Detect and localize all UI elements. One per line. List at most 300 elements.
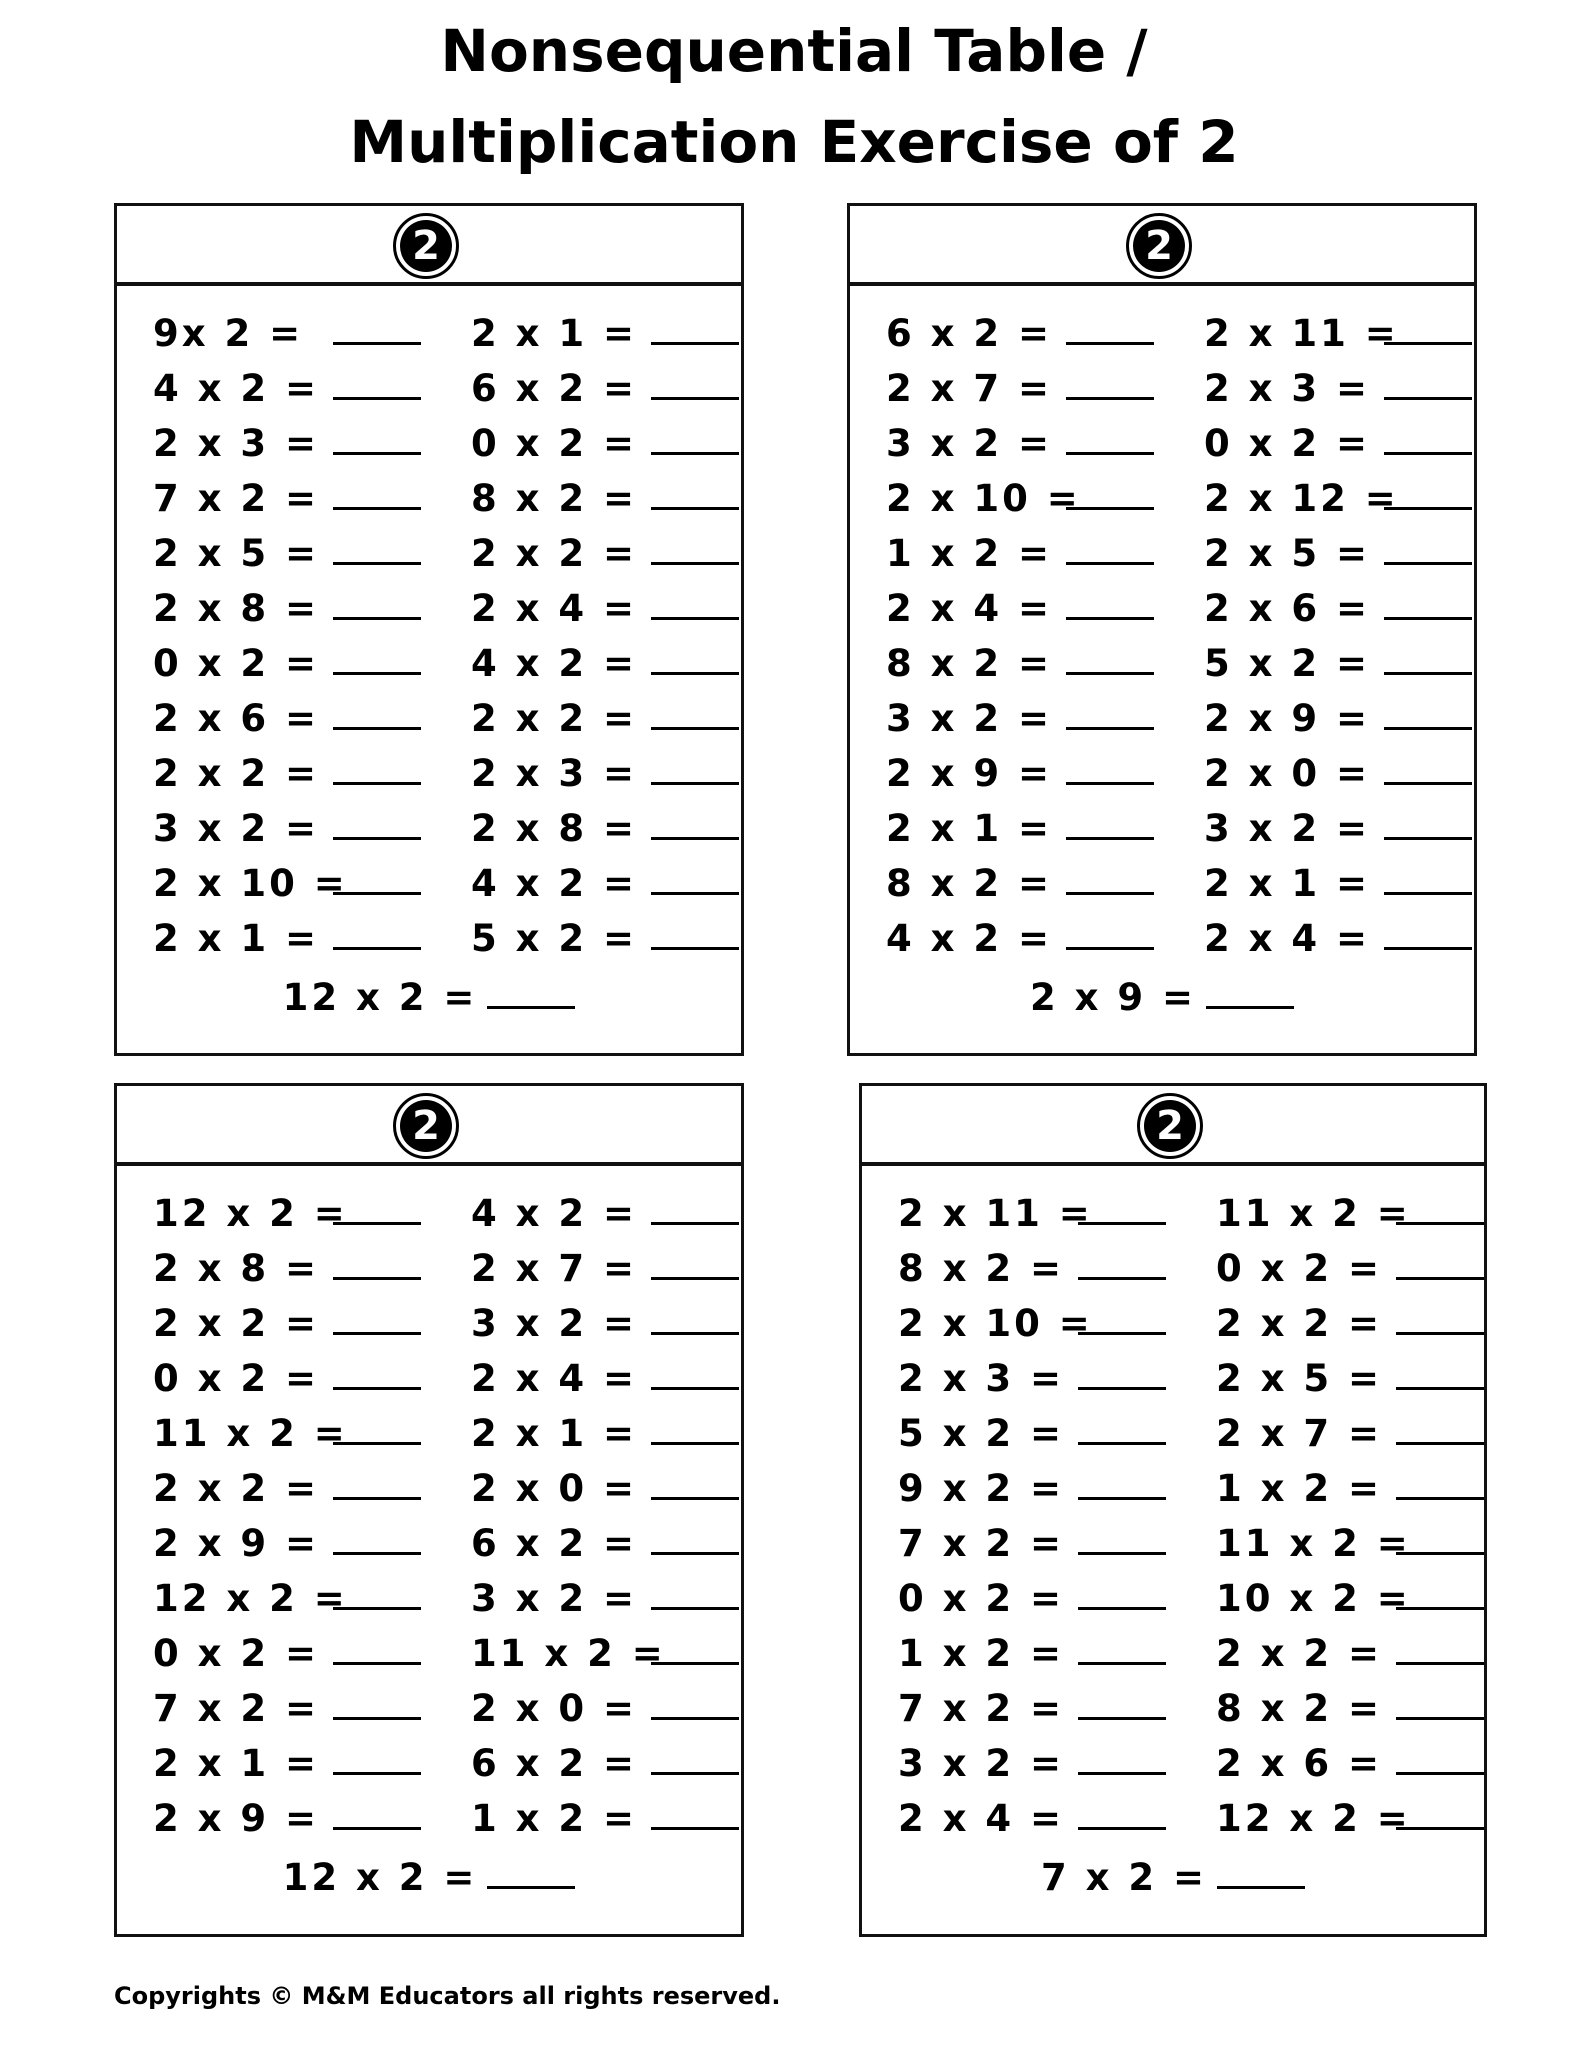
problem-row (1216, 1516, 1484, 1571)
multiplication-expression: 4 x 2 = (471, 862, 638, 905)
multiplication-expression: 6 x 2 = (471, 367, 638, 410)
multiplication-expression: 2 x 3 = (1204, 367, 1371, 410)
answer-blank[interactable] (1384, 562, 1472, 565)
problem-row (1216, 1351, 1484, 1406)
problem-row (1204, 636, 1472, 691)
answer-blank[interactable] (651, 1222, 739, 1225)
problem-row (153, 1406, 421, 1461)
multiplication-expression: 2 x 2 = (153, 752, 320, 795)
problem-row (898, 1736, 1166, 1791)
problem-row (471, 1241, 739, 1296)
answer-blank[interactable] (1066, 727, 1154, 730)
answer-blank[interactable] (1078, 1497, 1166, 1500)
problem-row (886, 801, 1154, 856)
multiplication-expression: 2 x 2 = (471, 697, 638, 740)
multiplication-expression: 2 x 4 = (886, 587, 1053, 630)
problem-column-left (153, 1186, 421, 1846)
problem-row (1204, 801, 1472, 856)
answer-blank[interactable] (1396, 1827, 1484, 1830)
answer-blank[interactable] (333, 837, 421, 840)
answer-blank[interactable] (1396, 1552, 1484, 1555)
multiplication-expression: 2 x 2 = (153, 1467, 320, 1510)
multiplication-expression: 2 x 1 = (153, 1742, 320, 1785)
answer-blank[interactable] (1078, 1772, 1166, 1775)
multiplication-expression: 2 x 0 = (1204, 752, 1371, 795)
answer-blank[interactable] (651, 1717, 739, 1720)
multiplication-expression: 12 x 2 = (282, 976, 478, 1019)
multiplication-expression: 12 x 2 = (153, 1192, 348, 1235)
answer-blank[interactable] (651, 782, 739, 785)
problem-row (153, 361, 421, 416)
answer-blank[interactable] (651, 397, 739, 400)
problem-row (153, 1461, 421, 1516)
answer-blank[interactable] (1078, 1552, 1166, 1555)
multiplication-expression: 0 x 2 = (1204, 422, 1371, 465)
number-badge (1126, 213, 1192, 279)
multiplication-expression: 0 x 2 = (898, 1577, 1065, 1620)
problem-column-left (898, 1186, 1166, 1846)
answer-blank[interactable] (333, 1607, 421, 1610)
answer-blank[interactable] (1066, 672, 1154, 675)
problem-column-right (471, 306, 739, 966)
badge-number: 2 (1133, 220, 1185, 272)
problem-row (471, 526, 739, 581)
problem-row (153, 856, 421, 911)
exercise-box-top-left (114, 203, 744, 1056)
answer-blank[interactable] (651, 452, 739, 455)
multiplication-expression: 2 x 3 = (471, 752, 638, 795)
answer-blank[interactable] (1384, 617, 1472, 620)
multiplication-expression: 2 x 5 = (1204, 532, 1371, 575)
problem-row (1216, 1406, 1484, 1461)
multiplication-expression: 8 x 2 = (886, 642, 1053, 685)
problem-row (1204, 691, 1472, 746)
problem-row (898, 1461, 1166, 1516)
multiplication-expression: 12 x 2 = (153, 1577, 348, 1620)
answer-blank[interactable] (1066, 397, 1154, 400)
answer-blank[interactable] (333, 342, 421, 345)
multiplication-expression: 2 x 10 = (153, 862, 348, 905)
exercise-box-bottom-right (859, 1083, 1487, 1937)
multiplication-expression: 3 x 2 = (886, 422, 1053, 465)
answer-blank[interactable] (1078, 1277, 1166, 1280)
answer-blank[interactable] (1396, 1772, 1484, 1775)
problem-row (153, 801, 421, 856)
multiplication-expression: 7 x 2 = (1040, 1856, 1207, 1899)
answer-blank[interactable] (1217, 1886, 1305, 1889)
answer-blank[interactable] (1066, 342, 1154, 345)
multiplication-expression: 9 x 2 = (898, 1467, 1065, 1510)
multiplication-expression: 2 x 8 = (153, 587, 320, 630)
problem-row (153, 1571, 421, 1626)
answer-blank[interactable] (1384, 892, 1472, 895)
answer-blank[interactable] (333, 1332, 421, 1335)
multiplication-expression: 3 x 2 = (471, 1302, 638, 1345)
multiplication-expression: 2 x 6 = (153, 697, 320, 740)
answer-blank[interactable] (333, 1662, 421, 1665)
answer-blank[interactable] (651, 1442, 739, 1445)
answer-blank[interactable] (651, 507, 739, 510)
problem-column-left (153, 306, 421, 966)
badge-number: 2 (1144, 1100, 1196, 1152)
problem-row (153, 1791, 421, 1846)
multiplication-expression: 2 x 12 = (1204, 477, 1399, 520)
problem-row (886, 636, 1154, 691)
answer-blank[interactable] (487, 1886, 575, 1889)
problem-row (153, 1681, 421, 1736)
multiplication-expression: 6 x 2 = (886, 312, 1053, 355)
problem-row (153, 581, 421, 636)
multiplication-expression: 2 x 1 = (471, 1412, 638, 1455)
answer-blank[interactable] (333, 1827, 421, 1830)
answer-blank[interactable] (651, 892, 739, 895)
answer-blank[interactable] (1206, 1006, 1294, 1009)
problem-row (471, 361, 739, 416)
answer-blank[interactable] (1396, 1387, 1484, 1390)
problem-row (898, 1681, 1166, 1736)
multiplication-expression: 2 x 4 = (898, 1797, 1065, 1840)
answer-blank[interactable] (1066, 892, 1154, 895)
problem-row (471, 911, 739, 966)
problem-row (471, 1681, 739, 1736)
problem-row (898, 1241, 1166, 1296)
answer-blank[interactable] (651, 672, 739, 675)
problem-row (153, 526, 421, 581)
problem-row (471, 746, 739, 801)
answer-blank[interactable] (651, 947, 739, 950)
problem-row (898, 1351, 1166, 1406)
multiplication-expression: 2 x 2 = (1216, 1302, 1383, 1345)
answer-blank[interactable] (651, 1607, 739, 1610)
problem-row (886, 526, 1154, 581)
problem-row (471, 1626, 739, 1681)
badge-number: 2 (400, 220, 452, 272)
problem-row (153, 1736, 421, 1791)
problem-row (898, 1626, 1166, 1681)
answer-blank[interactable] (1384, 672, 1472, 675)
worksheet-title-line2: Multiplication Exercise of 2 (349, 108, 1239, 176)
multiplication-expression: 2 x 6 = (1204, 587, 1371, 630)
problem-row (153, 1186, 421, 1241)
answer-blank[interactable] (333, 507, 421, 510)
answer-blank[interactable] (1078, 1607, 1166, 1610)
multiplication-expression: 10 x 2 = (1216, 1577, 1411, 1620)
problem-row (153, 471, 421, 526)
problem-row (153, 636, 421, 691)
multiplication-expression: 2 x 0 = (471, 1467, 638, 1510)
answer-blank[interactable] (1066, 837, 1154, 840)
answer-blank[interactable] (1384, 397, 1472, 400)
answer-blank[interactable] (333, 1497, 421, 1500)
problem-row (1204, 416, 1472, 471)
answer-blank[interactable] (1384, 837, 1472, 840)
problem-row (1204, 306, 1472, 361)
answer-blank[interactable] (333, 1222, 421, 1225)
multiplication-expression: 0 x 2 = (153, 1357, 320, 1400)
problem-row (471, 581, 739, 636)
problem-row (898, 1296, 1166, 1351)
problem-row (1204, 471, 1472, 526)
answer-blank[interactable] (651, 1662, 739, 1665)
problem-row (471, 1791, 739, 1846)
multiplication-expression: 12 x 2 = (282, 1856, 478, 1899)
multiplication-expression: 7 x 2 = (898, 1687, 1065, 1730)
answer-blank[interactable] (1078, 1717, 1166, 1720)
final-problem-row (117, 970, 741, 1025)
multiplication-expression: 11 x 2 = (153, 1412, 348, 1455)
problem-row (471, 1406, 739, 1461)
answer-blank[interactable] (1066, 782, 1154, 785)
exercise-box-top-right (847, 203, 1477, 1056)
multiplication-expression: 7 x 2 = (153, 1687, 320, 1730)
multiplication-expression: 3 x 2 = (1204, 807, 1371, 850)
multiplication-expression: 3 x 2 = (898, 1742, 1065, 1785)
problem-row (886, 746, 1154, 801)
multiplication-expression: 4 x 2 = (153, 367, 320, 410)
multiplication-expression: 3 x 2 = (886, 697, 1053, 740)
multiplication-expression: 3 x 2 = (153, 807, 320, 850)
answer-blank[interactable] (1078, 1332, 1166, 1335)
answer-blank[interactable] (1384, 342, 1472, 345)
problem-row (1204, 526, 1472, 581)
answer-blank[interactable] (1078, 1827, 1166, 1830)
multiplication-expression: 1 x 2 = (1216, 1467, 1383, 1510)
answer-blank[interactable] (333, 1552, 421, 1555)
answer-blank[interactable] (1384, 947, 1472, 950)
answer-blank[interactable] (333, 727, 421, 730)
problem-row (471, 691, 739, 746)
problem-row (1204, 856, 1472, 911)
answer-blank[interactable] (1066, 947, 1154, 950)
problem-row (1216, 1186, 1484, 1241)
multiplication-expression: 0 x 2 = (1216, 1247, 1383, 1290)
exercise-box-bottom-left (114, 1083, 744, 1937)
box-header (114, 1086, 744, 1166)
multiplication-expression: 12 x 2 = (1216, 1797, 1411, 1840)
multiplication-expression: 0 x 2 = (153, 642, 320, 685)
answer-blank[interactable] (1078, 1222, 1166, 1225)
multiplication-expression: 9x 2 = (153, 312, 304, 355)
answer-blank[interactable] (651, 1332, 739, 1335)
answer-blank[interactable] (333, 1772, 421, 1775)
answer-blank[interactable] (651, 837, 739, 840)
answer-blank[interactable] (333, 1717, 421, 1720)
multiplication-expression: 2 x 8 = (471, 807, 638, 850)
problem-row (1216, 1296, 1484, 1351)
multiplication-expression: 2 x 8 = (153, 1247, 320, 1290)
answer-blank[interactable] (487, 1006, 575, 1009)
multiplication-expression: 2 x 6 = (1216, 1742, 1383, 1785)
problem-row (1204, 911, 1472, 966)
problem-row (886, 306, 1154, 361)
problem-row (471, 471, 739, 526)
problem-row (153, 911, 421, 966)
multiplication-expression: 2 x 3 = (153, 422, 320, 465)
problem-row (471, 1516, 739, 1571)
problem-row (471, 1351, 739, 1406)
answer-blank[interactable] (1396, 1277, 1484, 1280)
multiplication-expression: 1 x 2 = (471, 1797, 638, 1840)
multiplication-expression: 0 x 2 = (471, 422, 638, 465)
problem-row (471, 1736, 739, 1791)
answer-blank[interactable] (651, 1277, 739, 1280)
multiplication-expression: 6 x 2 = (471, 1522, 638, 1565)
answer-blank[interactable] (1066, 562, 1154, 565)
answer-blank[interactable] (1078, 1662, 1166, 1665)
answer-blank[interactable] (1078, 1442, 1166, 1445)
answer-blank[interactable] (651, 562, 739, 565)
answer-blank[interactable] (651, 1772, 739, 1775)
multiplication-expression: 11 x 2 = (1216, 1522, 1411, 1565)
multiplication-expression: 2 x 9 = (153, 1797, 320, 1840)
problem-row (471, 801, 739, 856)
multiplication-expression: 7 x 2 = (898, 1522, 1065, 1565)
problem-row (1204, 746, 1472, 801)
problem-row (1216, 1791, 1484, 1846)
answer-blank[interactable] (1066, 452, 1154, 455)
problem-row (153, 691, 421, 746)
answer-blank[interactable] (1078, 1387, 1166, 1390)
multiplication-expression: 2 x 10 = (886, 477, 1081, 520)
multiplication-expression: 4 x 2 = (471, 642, 638, 685)
problem-row (471, 636, 739, 691)
answer-blank[interactable] (1384, 782, 1472, 785)
problem-row (1204, 581, 1472, 636)
answer-blank[interactable] (333, 1442, 421, 1445)
problem-row (153, 1516, 421, 1571)
multiplication-expression: 3 x 2 = (471, 1577, 638, 1620)
final-problem-row (850, 970, 1474, 1025)
problem-row (153, 746, 421, 801)
multiplication-expression: 2 x 1 = (153, 917, 320, 960)
problem-row (471, 306, 739, 361)
multiplication-expression: 5 x 2 = (471, 917, 638, 960)
problem-row (471, 1571, 739, 1626)
problem-column-right (1204, 306, 1472, 966)
copyright-footer: Copyrights © M&M Educators all rights reserved. (114, 1982, 781, 2010)
answer-blank[interactable] (651, 1552, 739, 1555)
multiplication-expression: 1 x 2 = (898, 1632, 1065, 1675)
badge-number: 2 (400, 1100, 452, 1152)
number-badge (1137, 1093, 1203, 1159)
answer-blank[interactable] (1396, 1717, 1484, 1720)
answer-blank[interactable] (333, 397, 421, 400)
multiplication-expression: 8 x 2 = (1216, 1687, 1383, 1730)
answer-blank[interactable] (1066, 617, 1154, 620)
problem-row (898, 1186, 1166, 1241)
problem-row (898, 1516, 1166, 1571)
answer-blank[interactable] (1396, 1662, 1484, 1665)
multiplication-expression: 5 x 2 = (898, 1412, 1065, 1455)
problem-row (886, 416, 1154, 471)
answer-blank[interactable] (1396, 1607, 1484, 1610)
multiplication-expression: 2 x 7 = (471, 1247, 638, 1290)
answer-blank[interactable] (333, 452, 421, 455)
problem-row (1216, 1626, 1484, 1681)
problem-row (898, 1571, 1166, 1626)
multiplication-expression: 2 x 7 = (886, 367, 1053, 410)
problem-row (886, 471, 1154, 526)
answer-blank[interactable] (1384, 727, 1472, 730)
multiplication-expression: 8 x 2 = (886, 862, 1053, 905)
multiplication-expression: 2 x 9 = (886, 752, 1053, 795)
number-badge (393, 1093, 459, 1159)
problem-row (1216, 1736, 1484, 1791)
worksheet-title-line1: Nonsequential Table / (440, 17, 1148, 85)
answer-blank[interactable] (651, 1497, 739, 1500)
multiplication-expression: 2 x 5 = (1216, 1357, 1383, 1400)
answer-blank[interactable] (651, 617, 739, 620)
problem-row (886, 691, 1154, 746)
answer-blank[interactable] (333, 672, 421, 675)
answer-blank[interactable] (333, 782, 421, 785)
multiplication-expression: 0 x 2 = (153, 1632, 320, 1675)
multiplication-expression: 1 x 2 = (886, 532, 1053, 575)
answer-blank[interactable] (1384, 507, 1472, 510)
problem-row (471, 1461, 739, 1516)
answer-blank[interactable] (1396, 1222, 1484, 1225)
box-header (114, 206, 744, 286)
problem-row (886, 856, 1154, 911)
multiplication-expression: 2 x 4 = (471, 587, 638, 630)
problem-row (153, 306, 421, 361)
final-problem-row (117, 1850, 741, 1905)
problem-row (1204, 361, 1472, 416)
problem-row (1216, 1461, 1484, 1516)
problem-row (153, 1241, 421, 1296)
answer-blank[interactable] (333, 562, 421, 565)
problem-row (886, 361, 1154, 416)
problem-row (886, 581, 1154, 636)
problem-row (1216, 1241, 1484, 1296)
multiplication-expression: 8 x 2 = (898, 1247, 1065, 1290)
multiplication-expression: 2 x 0 = (471, 1687, 638, 1730)
problem-row (886, 911, 1154, 966)
answer-blank[interactable] (333, 1387, 421, 1390)
problem-row (471, 856, 739, 911)
multiplication-expression: 2 x 1 = (471, 312, 638, 355)
box-header (859, 1086, 1487, 1166)
multiplication-expression: 2 x 1 = (886, 807, 1053, 850)
answer-blank[interactable] (1396, 1442, 1484, 1445)
answer-blank[interactable] (651, 727, 739, 730)
problem-column-right (1216, 1186, 1484, 1846)
multiplication-expression: 2 x 10 = (898, 1302, 1093, 1345)
multiplication-expression: 2 x 9 = (1204, 697, 1371, 740)
answer-blank[interactable] (333, 947, 421, 950)
answer-blank[interactable] (651, 1827, 739, 1830)
answer-blank[interactable] (651, 342, 739, 345)
answer-blank[interactable] (1396, 1497, 1484, 1500)
answer-blank[interactable] (333, 617, 421, 620)
problem-row (1216, 1571, 1484, 1626)
answer-blank[interactable] (333, 892, 421, 895)
multiplication-expression: 2 x 2 = (471, 532, 638, 575)
multiplication-expression: 8 x 2 = (471, 477, 638, 520)
answer-blank[interactable] (1396, 1332, 1484, 1335)
answer-blank[interactable] (1066, 507, 1154, 510)
problem-row (153, 1351, 421, 1406)
multiplication-expression: 11 x 2 = (1216, 1192, 1411, 1235)
multiplication-expression: 11 x 2 = (471, 1632, 666, 1675)
multiplication-expression: 2 x 2 = (1216, 1632, 1383, 1675)
answer-blank[interactable] (1384, 452, 1472, 455)
answer-blank[interactable] (651, 1387, 739, 1390)
multiplication-expression: 2 x 9 = (153, 1522, 320, 1565)
box-header (847, 206, 1477, 286)
problem-row (1216, 1681, 1484, 1736)
answer-blank[interactable] (333, 1277, 421, 1280)
